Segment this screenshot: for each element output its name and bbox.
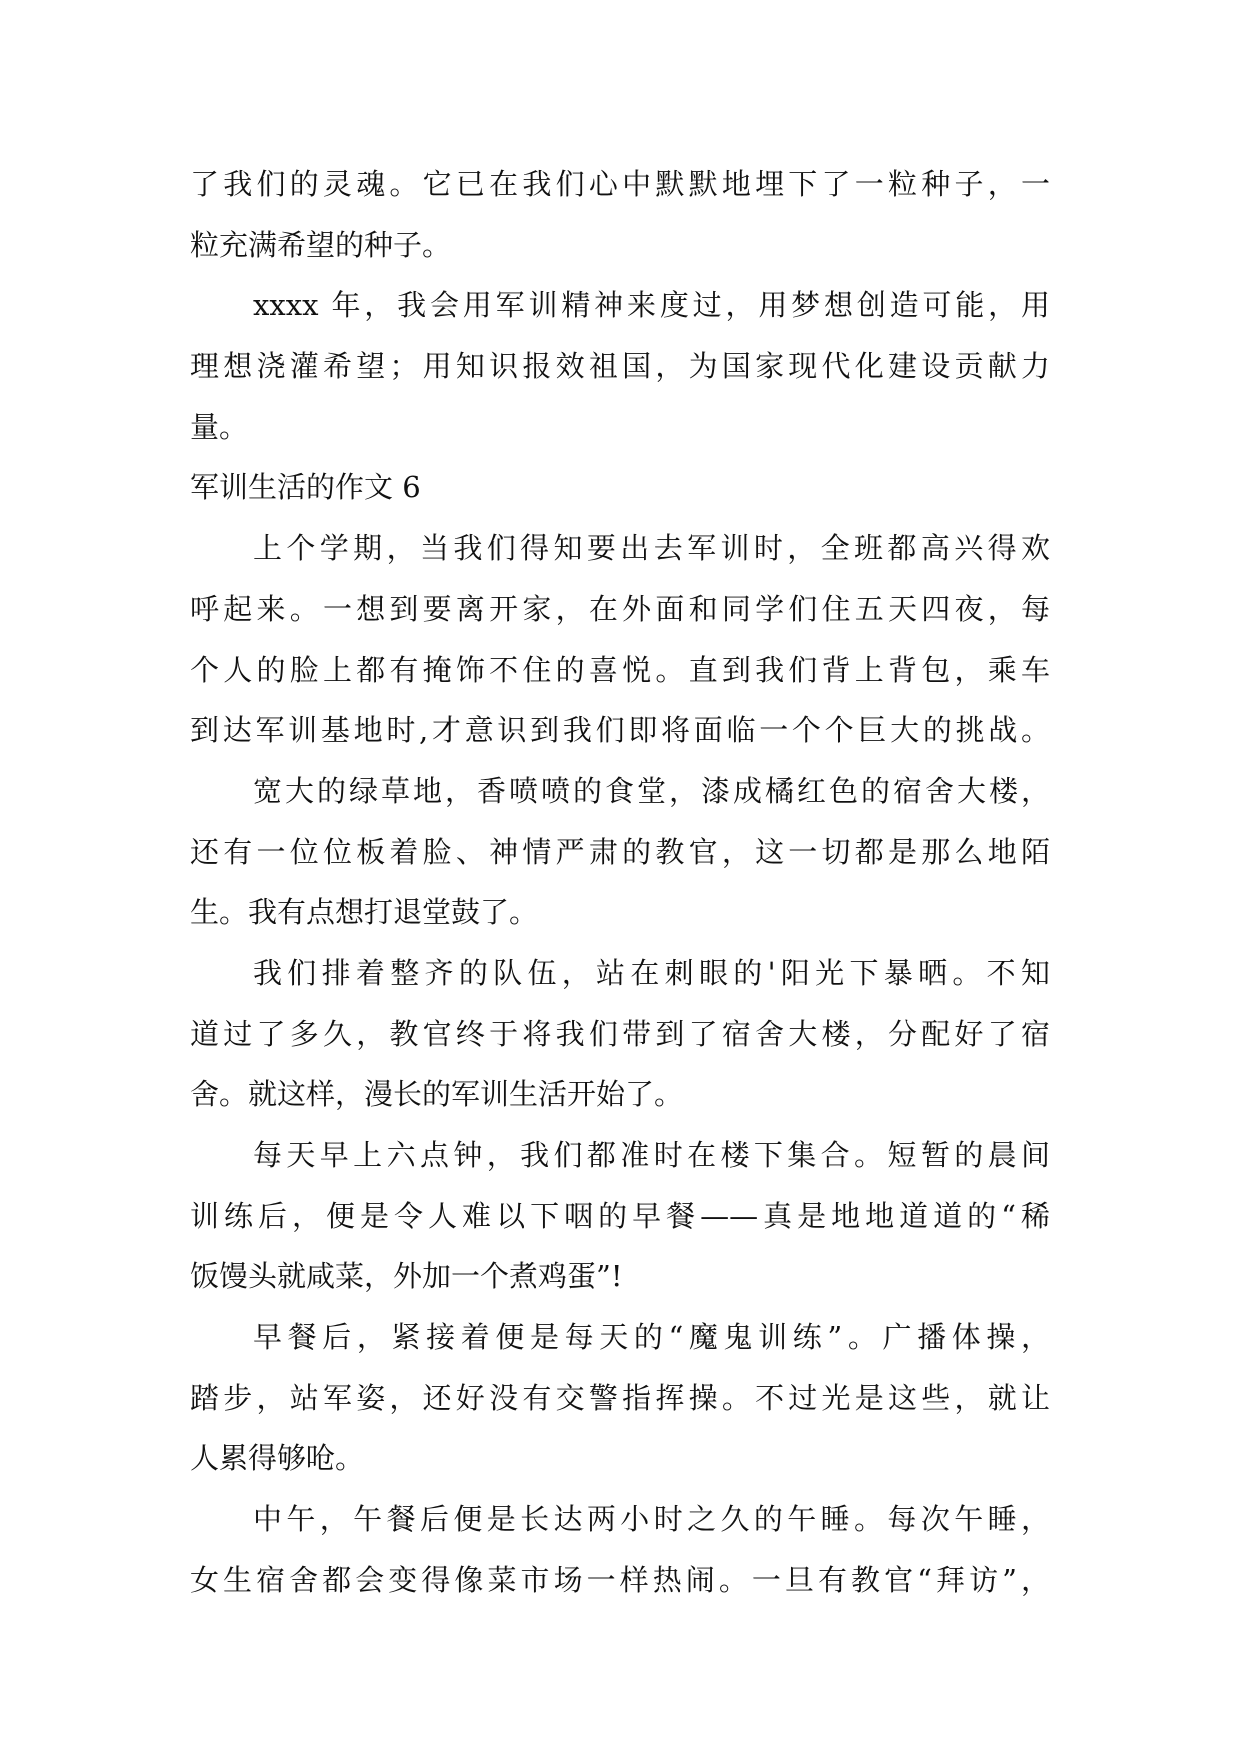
section-heading: 军训生活的作文 6: [190, 470, 421, 505]
text-line: 生。我有点想打退堂鼓了。: [190, 895, 539, 930]
text-line: 理想浇灌希望；用知识报效祖国，为国家现代化建设贡献力: [190, 349, 1050, 384]
text-line: 饭馒头就咸菜，外加一个煮鸡蛋”!: [190, 1259, 623, 1294]
text-line: 量。: [190, 409, 249, 444]
text-line: 每天早上六点钟，我们都准时在楼下集合。短暂的晨间: [253, 1138, 1050, 1172]
text-line: 踏步，站军姿，还好没有交警指挥操。不过光是这些，就让: [190, 1380, 1050, 1415]
text-line: 上个学期，当我们得知要出去军训时，全班都高兴得欢: [253, 531, 1050, 566]
text-line: 舍。就这样，漫长的军训生活开始了。: [190, 1077, 684, 1112]
text-line: 人累得够呛。: [190, 1441, 365, 1476]
text-line: 我们排着整齐的队伍，站在刺眼的'阳光下暴晒。不知: [253, 955, 1050, 990]
text-line: 早餐后，紧接着便是每天的“魔鬼训练”。广播体操，: [253, 1320, 1050, 1355]
essay-body: [190, 154, 1050, 1611]
text-line: 道过了多久，教官终于将我们带到了宿舍大楼，分配好了宿: [190, 1016, 1050, 1051]
text-line: 到达军训基地时,才意识到我们即将面临一个个巨大的挑战。: [190, 713, 1050, 748]
text-line: 了我们的灵魂。它已在我们心中默默地埋下了一粒种子，一: [190, 167, 1050, 201]
text-line: 女生宿舍都会变得像菜市场一样热闹。一旦有教官“拜访”，: [190, 1562, 1050, 1597]
text-line: 个人的脸上都有掩饰不住的喜悦。直到我们背上背包，乘车: [190, 652, 1050, 687]
text-line: 宽大的绿草地，香喷喷的食堂，漆成橘红色的宿舍大楼，: [253, 773, 1050, 808]
text-line: 还有一位位板着脸、神情严肃的教官，这一切都是那么地陌: [190, 834, 1050, 869]
text-line: 训练后，便是令人难以下咽的早餐——真是地地道道的“稀: [190, 1198, 1050, 1233]
text-line: xxxx 年，我会用军训精神来度过，用梦想创造可能，用: [253, 288, 1050, 323]
text-line: 中午，午餐后便是长达两小时之久的午睡。每次午睡，: [253, 1502, 1050, 1537]
text-line: 粒充满希望的种子。: [190, 227, 452, 262]
text-line: 呼起来。一想到要离开家，在外面和同学们住五天四夜，每: [190, 591, 1050, 626]
